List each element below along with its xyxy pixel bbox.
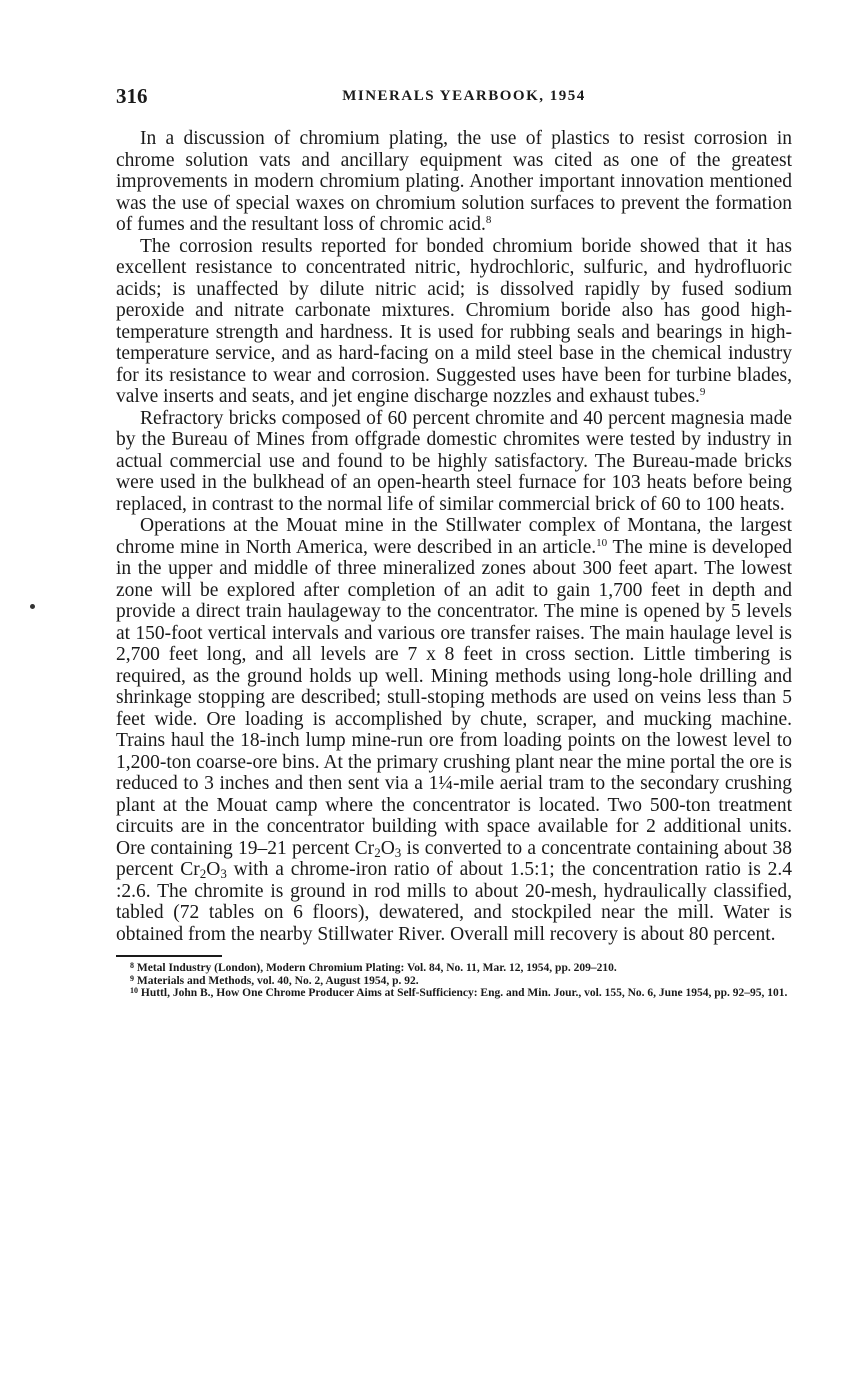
footnote bbox=[116, 962, 792, 975]
footnote bbox=[116, 987, 792, 1000]
paragraph bbox=[116, 128, 792, 236]
footnote-text: Huttl, John B., How One Chrome Producer Aims at Self-Sufficiency: Eng. and Min. Jour., vol. 155, No. 6, June 1954, pp. 92–95, 101. bbox=[138, 987, 788, 999]
paragraph-text: The mine is developed in the upper and middle of three mineralized zones about 300 feet apart. The lowest zone will be explored after completion of an adit to gain 1,700 feet in depth and provide a direct train haulageway to the concentrator. The mine is opened by 5 levels at 150-foot vertical intervals and various ore transfer raises. The main haulage level is 2,700 feet long, and all levels are 7 x 8 feet in cross section. Little timbering is required, as the ground holds up well. Mining methods using long-hole drilling and shrinkage stopping are described; stull-stoping methods are used on veins less than 5 feet wide. Ore loading is accomplished by chute, scraper, and mucking machine. Trains haul the 18-inch lump mine-run ore from loading points on the lowest level to 1,200-ton coarse-ore bins. At the primary crushing plant near the mine portal the ore is reduced to 3 inches and then sent via a 1¼-mile aerial tram to the secondary crushing plant at the Mouat camp where the concentrator is located. Two 500-ton treatment circuits are in the concentrator building with space available for 2 additional units. Ore containing 19–21 percent Cr bbox=[116, 536, 793, 859]
footnote-mark: 9 bbox=[130, 973, 134, 983]
footnote-rule bbox=[116, 955, 222, 957]
stray-mark bbox=[30, 604, 35, 609]
paragraph bbox=[116, 515, 792, 945]
footnote-text: Materials and Methods, vol. 40, No. 2, August 1954, p. 92. bbox=[134, 974, 419, 987]
page-number: 316 bbox=[116, 84, 148, 108]
chemical-subscript: 3 bbox=[220, 866, 227, 881]
running-title: MINERALS YEARBOOK, 1954 bbox=[342, 88, 586, 104]
footnote-mark: 8 bbox=[130, 961, 134, 970]
chemical-subscript: 2 bbox=[199, 866, 207, 881]
footnotes bbox=[116, 962, 792, 1000]
footnote bbox=[116, 975, 792, 988]
footnote-text: Metal Industry (London), Modern Chromium Plating: Vol. 84, No. 11, Mar. 12, 1954, pp. 209–210. bbox=[134, 962, 617, 974]
paragraph-text: Refractory bricks composed of 60 percent chromite and 40 percent magnesia made by the Bureau of Mines from offgrade domestic chromites were tested by industry in actual commercial use and found to be highly satisfactory. The Bureau-made bricks were used in the bulkhead of an open-hearth steel furnace for 103 heats before being replaced, in contrast to the normal life of similar commercial brick of 60 to 100 heats. bbox=[116, 407, 792, 515]
paragraph bbox=[116, 236, 792, 408]
paragraph-text: is converted to a concentrate containing about 38 percent Cr bbox=[116, 837, 792, 880]
paragraph-text: O bbox=[380, 837, 395, 859]
chemical-subscript: 2 bbox=[374, 844, 381, 860]
paragraph-text: O bbox=[206, 859, 221, 880]
footnote-mark: 10 bbox=[130, 986, 138, 995]
footnote-reference: 10 bbox=[596, 536, 608, 549]
paragraph-text: The corrosion results reported for bonded chromium boride showed that it has excellent resistance to concentrated nitric, hydrochloric, sulfuric, and hydrofluoric acids; is unaffected by dilute nitric acid; is dissolved rapidly by fused sodium peroxide and nitrate carbonate mixtures. Chromium boride also has good high-temperature strength and hardness. It is used for rubbing seals and bearings in high-temperature service, and as hard-facing on a mild steel base in the chemical industry for its resistance to wear and corrosion. Suggested uses have been for turbine blades, valve inserts and seats, and jet engine discharge nozzles and exhaust tubes. bbox=[116, 235, 792, 407]
footnote-reference: 9 bbox=[699, 386, 706, 398]
body-text bbox=[116, 128, 792, 945]
footnote-reference: 8 bbox=[485, 214, 492, 226]
paragraph bbox=[116, 408, 792, 516]
paragraph-text: Operations at the Mouat mine in the Stillwater complex of Montana, the largest chrome mine in North America, were described in an article. bbox=[116, 515, 792, 558]
paragraph-text: In a discussion of chromium plating, the use of plastics to resist corrosion in chrome solution vats and ancillary equipment was cited as one of the greatest improvements in modern chromium plating. Another important innovation mentioned was the use of special waxes on chromium solution surfaces to prevent the formation of fumes and the resultant loss of chromic acid. bbox=[116, 128, 792, 235]
chemical-subscript: 3 bbox=[394, 844, 402, 860]
paragraph-text: with a chrome-iron ratio of about 1.5:1; the concentration ratio is 2.4 :2.6. The chromite is ground in rod mills to about 20-mesh, hydraulically classified, tabled (72 tables on 6 floors), dewatered, and stockpiled near the mill. Water is obtained from the nearby Stillwater River. Overall mill recovery is about 80 percent. bbox=[116, 859, 792, 945]
page bbox=[116, 84, 792, 1000]
running-head bbox=[116, 84, 792, 114]
